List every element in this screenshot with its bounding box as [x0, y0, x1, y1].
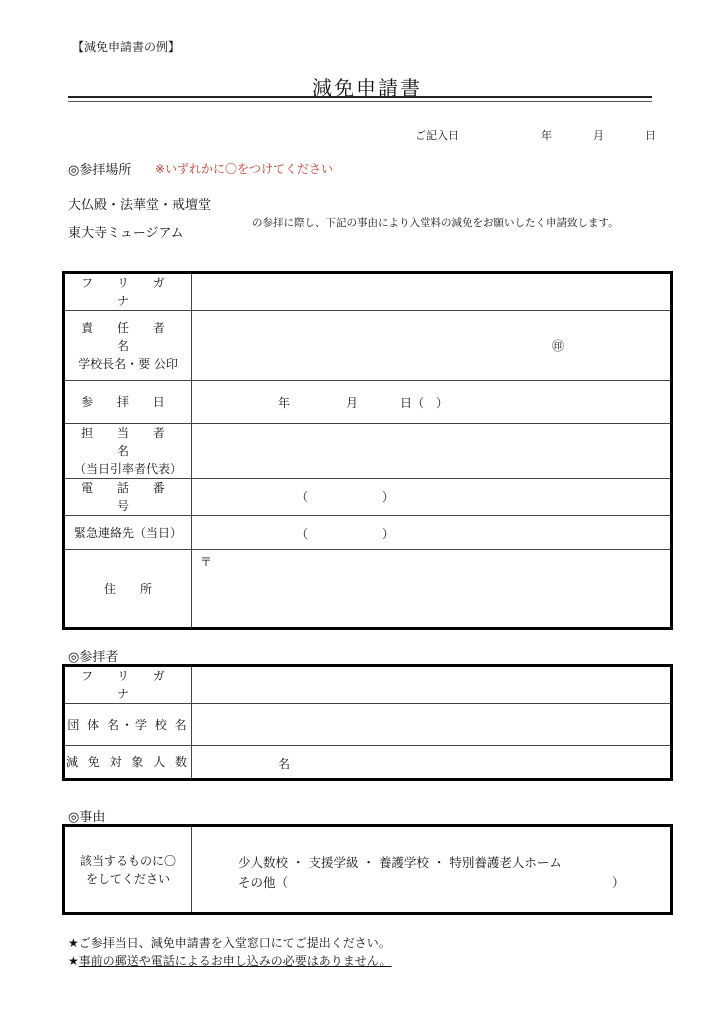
emergency-paren-open: （ [296, 527, 309, 541]
title-underline-thick [68, 96, 652, 98]
title-underline-thin [68, 101, 652, 102]
contact-label [64, 424, 192, 479]
location-option-museum[interactable]: 東大寺ミュージアム [68, 226, 184, 241]
footer-note-2 [68, 952, 392, 969]
phone-paren-close: ） [382, 490, 395, 504]
visitors-furigana-field[interactable] [192, 666, 672, 704]
footer-note-1: ★ご参拝当日、減免申請書を入堂窓口にてご提出ください。 [68, 936, 391, 950]
reason-other-close: ） [612, 875, 625, 890]
visit-date-field[interactable] [192, 381, 672, 424]
date-day: 日 [645, 129, 656, 142]
request-text: の参拝に際し、下記の事由により入堂料の減免をお願いしたく申請致します。 [252, 217, 619, 229]
furigana-label: フ リ ガ ナ [64, 273, 192, 311]
date-month: 月 [593, 129, 604, 142]
group-name-field[interactable] [192, 704, 672, 746]
date-label: ご記入日 [415, 129, 459, 142]
address-label: 住 所 [64, 550, 192, 629]
postal-mark: 〒 [200, 555, 213, 569]
furigana-field[interactable] [192, 273, 672, 311]
reason-options[interactable] [192, 826, 672, 914]
contact-field[interactable] [192, 424, 672, 479]
seal-mark: ㊞ [552, 339, 565, 353]
count-unit: 名 [278, 757, 291, 771]
contact-label-line2: （当日引率者代表） [73, 462, 182, 476]
phone-paren-open: （ [296, 490, 309, 504]
contact-label-line1: 担 当 者 名 [81, 426, 175, 458]
count-label: 減 免 対 象 人 数 [64, 746, 192, 780]
reason-instruction-line1: 該当するものに〇 [79, 853, 176, 868]
group-name-label: 団 体 名・学 校 名 [64, 704, 192, 746]
responsible-field[interactable] [192, 311, 672, 381]
reason-other-label[interactable]: その他（ [238, 875, 289, 890]
visit-date-day: 日（ ） [400, 396, 449, 410]
reason-instruction [64, 826, 192, 914]
applicant-form [62, 271, 673, 630]
emergency-paren-close: ） [382, 527, 395, 541]
responsible-label-line2: 学校長名・要 公印 [78, 356, 178, 371]
reason-section-label: ◎事由 [68, 810, 106, 825]
emergency-label: 緊急連絡先（当日） [64, 516, 192, 550]
footer-note-2-text: 事前の郵送や電話によるお申し込みの必要はありません。 [78, 954, 392, 968]
responsible-label-line1: 責 任 者 名 [81, 320, 175, 353]
location-note: ※いずれかに〇をつけてください [155, 162, 334, 176]
visitors-form [62, 664, 673, 781]
example-tag: 【減免申請書の例】 [72, 40, 181, 54]
visit-date-year: 年 [278, 396, 291, 410]
visitors-furigana-label: フ リ ガ ナ [64, 666, 192, 704]
location-option-daibutsuden[interactable]: 大仏殿・法華堂・戒壇堂 [68, 198, 212, 213]
date-year: 年 [541, 129, 552, 142]
address-field[interactable] [192, 550, 672, 629]
footer-note-2-star: ★ [68, 954, 79, 968]
responsible-label [64, 311, 192, 381]
reason-instruction-line2: をしてください [85, 871, 170, 886]
reason-options-line[interactable]: 少人数校 ・ 支援学級 ・ 養護学校 ・ 特別養護老人ホーム [238, 855, 562, 870]
phone-field[interactable] [192, 479, 672, 516]
page-title: 減免申請書 [312, 76, 422, 100]
phone-label: 電 話 番 号 [64, 479, 192, 516]
visit-date-month: 月 [346, 396, 359, 410]
reason-form [62, 824, 673, 915]
location-label: ◎参拝場所 [68, 163, 132, 178]
emergency-field[interactable] [192, 516, 672, 550]
count-field[interactable] [192, 746, 672, 780]
visitors-section-label: ◎参拝者 [68, 650, 119, 665]
visit-date-label: 参 拝 日 [64, 381, 192, 424]
